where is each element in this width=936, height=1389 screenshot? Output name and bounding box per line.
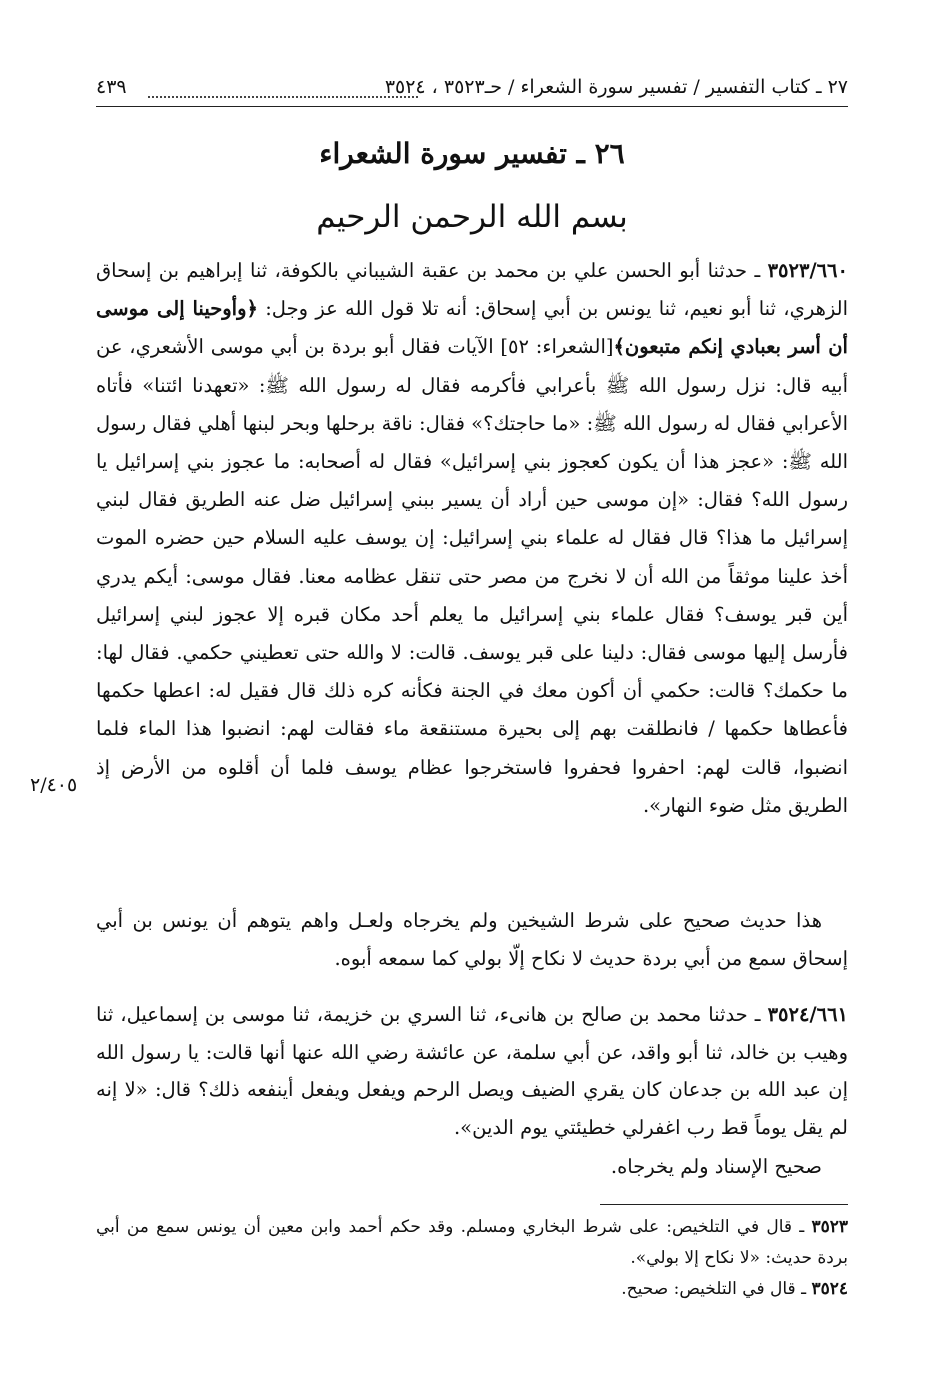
hadith-number: ٣٥٢٣/٦٦٠: [767, 259, 848, 282]
leader-dots: [148, 80, 418, 98]
footnote-number: ٣٥٢٤: [811, 1279, 848, 1299]
hadith-matn: [الشعراء: ٥٢] الآيات فقال أبو بردة بن أبي موسى الأشعري، عن أبيه قال: نزل رسول الله ﷺ بأعرابي فأكرمه فقال له رسول الله ﷺ: «تعهدنا ائتنا» فأتاه الأعرابي فقال له رسول الله ﷺ: «ما حاجتك؟» فقال: ناقة برحلها وبحر لبنها أهلي فقال رسول الله ﷺ: «عجز هذا أن يكون كعجوز بني إسرائيل» فقال له أصحابه: ما عجوز بني إسرائيل يا رسول الله؟ فقال: «إن موسى حين أراد أن يسير ببني إسرائيل ضل عنه الطريق فقال لبني إسرائيل ما هذا؟ قال فقال له علماء بني إسرائيل: إن يوسف عليه السلام حين حضره الموت أخذ علينا موثقاً من الله أن لا نخرج من مصر حتى تنقل عظامه معنا. فقال موسى: أيكم يدري أين قبر يوسف؟ فقال علماء بني إسرائيل ما يعلم أحد مكان قبره إلا عجوز لبني إسرائيل فأرسل إليها موسى فقال: دلينا على قبر يوسف. قالت: لا والله حتى تعطيني حكمي. فقال لها: ما حكمك؟ قالت: حكمي أن أكون معك في الجنة فكأنه كره ذلك قال فقيل له: اعطها حكمها فأعطاها حكمها / فانطلقت بهم إلى بحيرة مستنقعة ماء فقالت لهم: انضبوا هذا الماء فلما انضبوا، قالت لهم: احفروا فحفروا فاستخرجوا عظام يوسف فلما أن أقلوه من الأرض إذ الطريق مثل ضوء النهار».: [96, 335, 848, 817]
footnote-3523: [96, 1212, 848, 1274]
basmala: بسم الله الرحمن الرحيم: [316, 199, 628, 235]
footnote-text: ـ قال في التلخيص: على شرط البخاري ومسلم. وقد حكم أحمد وابن معين أن يونس سمع من أبي بردة حديث: «لا نكاح إلا بولي».: [96, 1217, 848, 1268]
running-title: ٢٧ ـ كتاب التفسير / تفسير سورة الشعراء / حـ٣٥٢٣ ، ٣٥٢٤: [384, 76, 848, 98]
footnotes: [96, 1212, 848, 1305]
page-header: [96, 72, 848, 107]
hadith-text: ـ حدثنا محمد بن صالح بن هانىء، ثنا السري بن خزيمة، ثنا موسى بن إسماعيل، ثنا وهيب بن خالد، ثنا أبو واقد، عن أبي سلمة، عن عائشة رضي الله عنها أنها قالت: يا رسول الله إن عبد الله بن جدعان كان يقري الضيف ويصل الرحم ويفعل ويفعل أينفعه ذلك؟ قال: «لا إنه لم يقل يوماً قط رب اغفرلي خطيئتي يوم الدين».: [96, 1003, 848, 1139]
margin-reference: ٢/٤٠٥: [30, 774, 78, 796]
page-number: ٤٣٩: [96, 76, 127, 98]
footnote-divider: [600, 1204, 848, 1205]
hadith-3524: [96, 996, 848, 1146]
footnote-3524: [96, 1274, 848, 1305]
footnote-number: ٣٥٢٣: [811, 1217, 848, 1237]
hadith-3523: [96, 252, 848, 825]
quran-verse: ﴿وأوحينا إلى موسى أن أسر بعبادي إنكم متبعون﴾: [96, 297, 848, 359]
hadith-number: ٣٥٢٤/٦٦١: [767, 1003, 849, 1026]
surah-title: ٢٦ ـ تفسير سورة الشعراء: [319, 137, 625, 170]
hadith-grade-3524: صحيح الإسناد ولم يخرجاه.: [610, 1155, 822, 1178]
footnote-text: ـ قال في التلخيص: صحيح.: [621, 1279, 807, 1299]
hadith-isnad: ـ حدثنا أبو الحسن علي بن محمد بن عقبة الشيباني بالكوفة، ثنا إبراهيم بن إسحاق الزهري، ثنا أبو نعيم، ثنا يونس بن أبي إسحاق: أنه تلا قول الله عز وجل:: [96, 259, 848, 321]
hadith-grade-3523: هذا حديث صحيح على شرط الشيخين ولم يخرجاه ولعـل واهم يتوهم أن يونس بن أبي إسحاق سمع من أبي بردة حديث لا نكاح إلّا بولي كما سمعه أبوه.: [96, 909, 848, 970]
